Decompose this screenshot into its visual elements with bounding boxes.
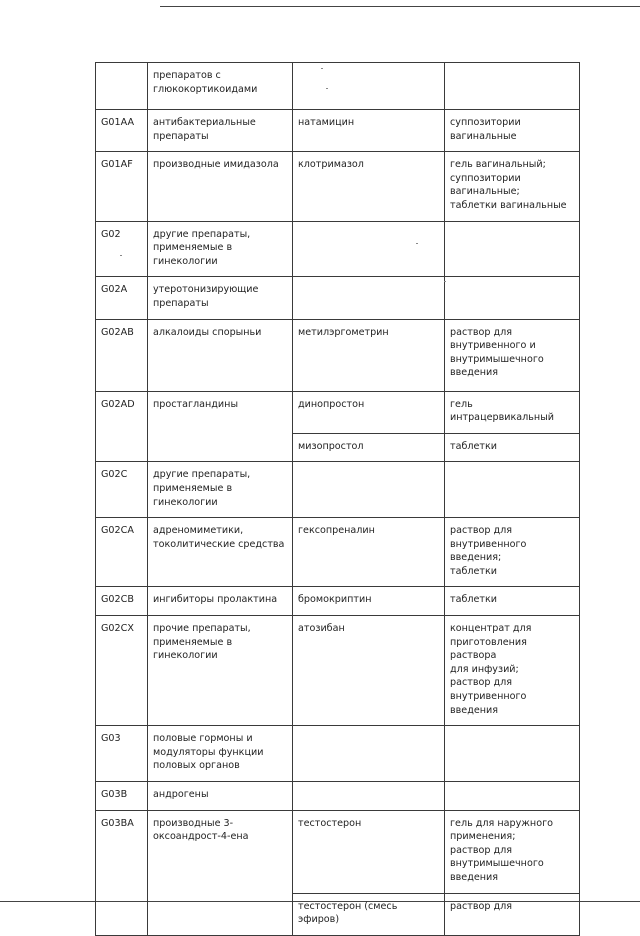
drug-name-cell: гексопреналин xyxy=(293,518,445,587)
table-row xyxy=(96,726,580,782)
scan-speck xyxy=(444,281,446,282)
pharmacological-group-cell: препаратов с глюкокортикоидами xyxy=(148,63,293,110)
dosage-form-cell: суппозитории вагинальные xyxy=(445,110,580,152)
pharmacological-group-cell: половые гормоны и модуляторы функции половых органов xyxy=(148,726,293,782)
dosage-form-cell: раствор для внутривенного и внутримышечного введения xyxy=(445,319,580,391)
atc-code-cell: G01AF xyxy=(96,152,148,221)
table-row xyxy=(96,462,580,518)
dosage-form-cell xyxy=(445,782,580,811)
atc-code-cell: G03 xyxy=(96,726,148,782)
atc-code-cell: G02AB xyxy=(96,319,148,391)
pharmacological-group-cell: андрогены xyxy=(148,782,293,811)
table-row xyxy=(96,319,580,391)
pharmacological-group-cell: простагландины xyxy=(148,391,293,462)
drug-name-cell xyxy=(293,782,445,811)
table-row xyxy=(96,152,580,221)
dosage-form-cell: гель вагинальный; суппозитории вагинальные; таблетки вагинальные xyxy=(445,152,580,221)
drug-name-cell: бромокриптин xyxy=(293,587,445,616)
drug-name-cell: мизопростол xyxy=(293,433,445,462)
pharmacological-group-cell: производные имидазола xyxy=(148,152,293,221)
table-row xyxy=(96,782,580,811)
pharmacological-group-cell: ингибиторы пролактина xyxy=(148,587,293,616)
table-row xyxy=(96,110,580,152)
table-row xyxy=(96,518,580,587)
scan-speck xyxy=(321,68,323,69)
dosage-form-cell xyxy=(445,462,580,518)
pharmacological-group-cell: прочие препараты, применяемые в гинекологии xyxy=(148,616,293,726)
dosage-form-cell: таблетки xyxy=(445,587,580,616)
drug-name-cell xyxy=(293,277,445,319)
pharmacological-group-cell: производные 3- оксоандрост-4-ена xyxy=(148,810,293,935)
dosage-form-cell: раствор для xyxy=(445,893,580,935)
atc-code-cell: G02AD xyxy=(96,391,148,462)
dosage-form-cell: гель интрацервикальный xyxy=(445,391,580,433)
pharmacological-group-cell: другие препараты, применяемые в гинекологии xyxy=(148,462,293,518)
atc-code-cell: G02CA xyxy=(96,518,148,587)
atc-code-cell: G02 xyxy=(96,221,148,277)
drug-name-cell: тестостерон xyxy=(293,810,445,893)
drug-name-cell xyxy=(293,462,445,518)
drug-name-cell xyxy=(293,63,445,110)
table-row xyxy=(96,587,580,616)
table-body xyxy=(96,63,580,936)
dosage-form-cell: раствор для внутривенного введения; таблетки xyxy=(445,518,580,587)
dosage-form-cell xyxy=(445,221,580,277)
dosage-form-cell: таблетки xyxy=(445,433,580,462)
drug-name-cell: метилэргометрин xyxy=(293,319,445,391)
table-row xyxy=(96,391,580,433)
drug-name-cell: динопростон xyxy=(293,391,445,433)
drug-name-cell xyxy=(293,726,445,782)
dosage-form-cell xyxy=(445,277,580,319)
pharmacological-group-cell: другие препараты, применяемые в гинекологии xyxy=(148,221,293,277)
scan-speck xyxy=(326,88,328,89)
table-row xyxy=(96,221,580,277)
scan-speck xyxy=(416,243,418,244)
drug-name-cell: тестостерон (смесь эфиров) xyxy=(293,893,445,935)
drug-name-cell: атозибан xyxy=(293,616,445,726)
atc-code-cell: G02CB xyxy=(96,587,148,616)
pharmacological-group-cell: антибактериальные препараты xyxy=(148,110,293,152)
drug-name-cell: клотримазол xyxy=(293,152,445,221)
table-row xyxy=(96,810,580,893)
table-row xyxy=(96,63,580,110)
pharmacological-group-cell: утеротонизирующие препараты xyxy=(148,277,293,319)
atc-code-cell: G02CX xyxy=(96,616,148,726)
dosage-form-cell: концентрат для приготовления раствора для инфузий; раствор для внутривенного введения xyxy=(445,616,580,726)
atc-code-cell: G03B xyxy=(96,782,148,811)
pharmacological-group-cell: алкалоиды спорыньи xyxy=(148,319,293,391)
drug-name-cell xyxy=(293,221,445,277)
drug-classification-table xyxy=(95,62,580,936)
atc-code-cell: G03BA xyxy=(96,810,148,935)
drug-name-cell: натамицин xyxy=(293,110,445,152)
scan-speck xyxy=(120,255,122,256)
atc-code-cell xyxy=(96,63,148,110)
atc-code-cell: G02A xyxy=(96,277,148,319)
scan-top-line xyxy=(160,6,640,7)
table-row xyxy=(96,277,580,319)
table-row xyxy=(96,616,580,726)
dosage-form-cell xyxy=(445,726,580,782)
atc-code-cell: G02C xyxy=(96,462,148,518)
dosage-form-cell: гель для наружного применения; раствор для внутримышечного введения xyxy=(445,810,580,893)
atc-code-cell: G01AA xyxy=(96,110,148,152)
pharmacological-group-cell: адреномиметики, токолитические средства xyxy=(148,518,293,587)
dosage-form-cell xyxy=(445,63,580,110)
